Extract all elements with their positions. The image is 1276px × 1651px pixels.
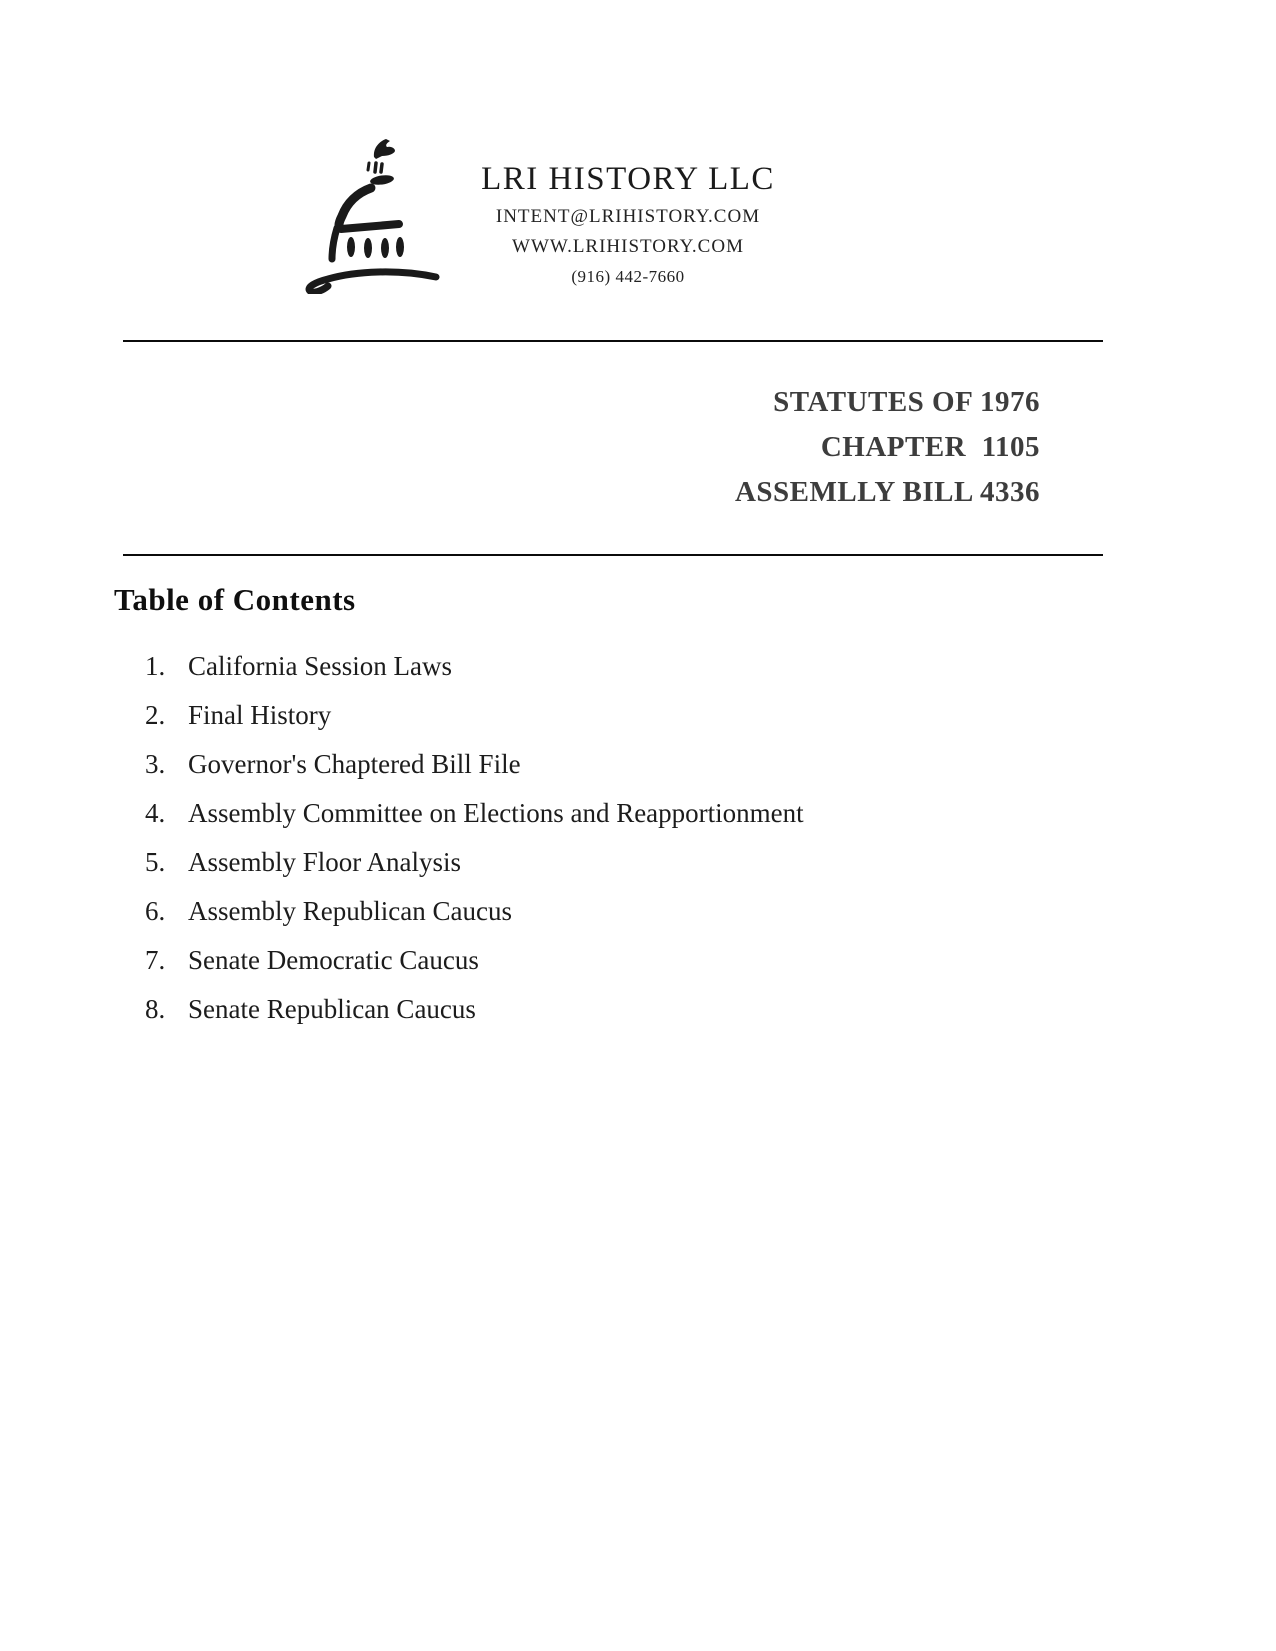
company-email: INTENT@LRIHISTORY.COM [495, 206, 761, 227]
assembly-bill-line: ASSEMLLY BILL 4336 [734, 476, 1040, 508]
toc-item-label: Governor's Chaptered Bill File [188, 749, 521, 779]
toc-item-4 [145, 798, 804, 828]
divider-top [123, 340, 1103, 342]
toc-item-label: Assembly Committee on Elections and Reapportionment [188, 798, 804, 828]
toc-item-number: 2. [145, 700, 166, 730]
toc-item-label: Assembly Floor Analysis [188, 847, 462, 877]
company-logo [298, 130, 450, 294]
toc-list [145, 651, 804, 1043]
toc-item-number: 8. [145, 994, 166, 1024]
divider-bottom [123, 554, 1103, 556]
toc-item-number: 5. [145, 847, 166, 877]
toc-item-5 [145, 847, 804, 877]
toc-item-number: 7. [145, 945, 166, 975]
company-name: LRI HISTORY LLC [481, 161, 775, 197]
capitol-dome-icon [298, 281, 450, 298]
toc-item-label: Assembly Republican Caucus [188, 896, 512, 926]
letterhead-contact-block [447, 160, 809, 287]
company-website: WWW.LRIHISTORY.COM [512, 236, 744, 257]
toc-item-label: Final History [188, 700, 332, 730]
toc-item-number: 3. [145, 749, 166, 779]
toc-item-8 [145, 994, 804, 1024]
toc-item-number: 6. [145, 896, 166, 926]
toc-item-1 [145, 651, 804, 681]
toc-item-3 [145, 749, 804, 779]
toc-item-label: Senate Democratic Caucus [188, 945, 479, 975]
toc-item-label: Senate Republican Caucus [188, 994, 476, 1024]
toc-item-2 [145, 700, 804, 730]
toc-item-number: 4. [145, 798, 166, 828]
statutes-year-line: STATUTES OF 1976 [773, 386, 1040, 418]
chapter-line: CHAPTER 1105 [820, 431, 1040, 463]
statute-title-block [735, 380, 1040, 515]
toc-item-number: 1. [145, 651, 166, 681]
toc-heading: Table of Contents [114, 582, 356, 617]
toc-item-7 [145, 945, 804, 975]
toc-item-label: California Session Laws [188, 651, 452, 681]
toc-item-6 [145, 896, 804, 926]
company-phone: (916) 442-7660 [571, 267, 685, 286]
